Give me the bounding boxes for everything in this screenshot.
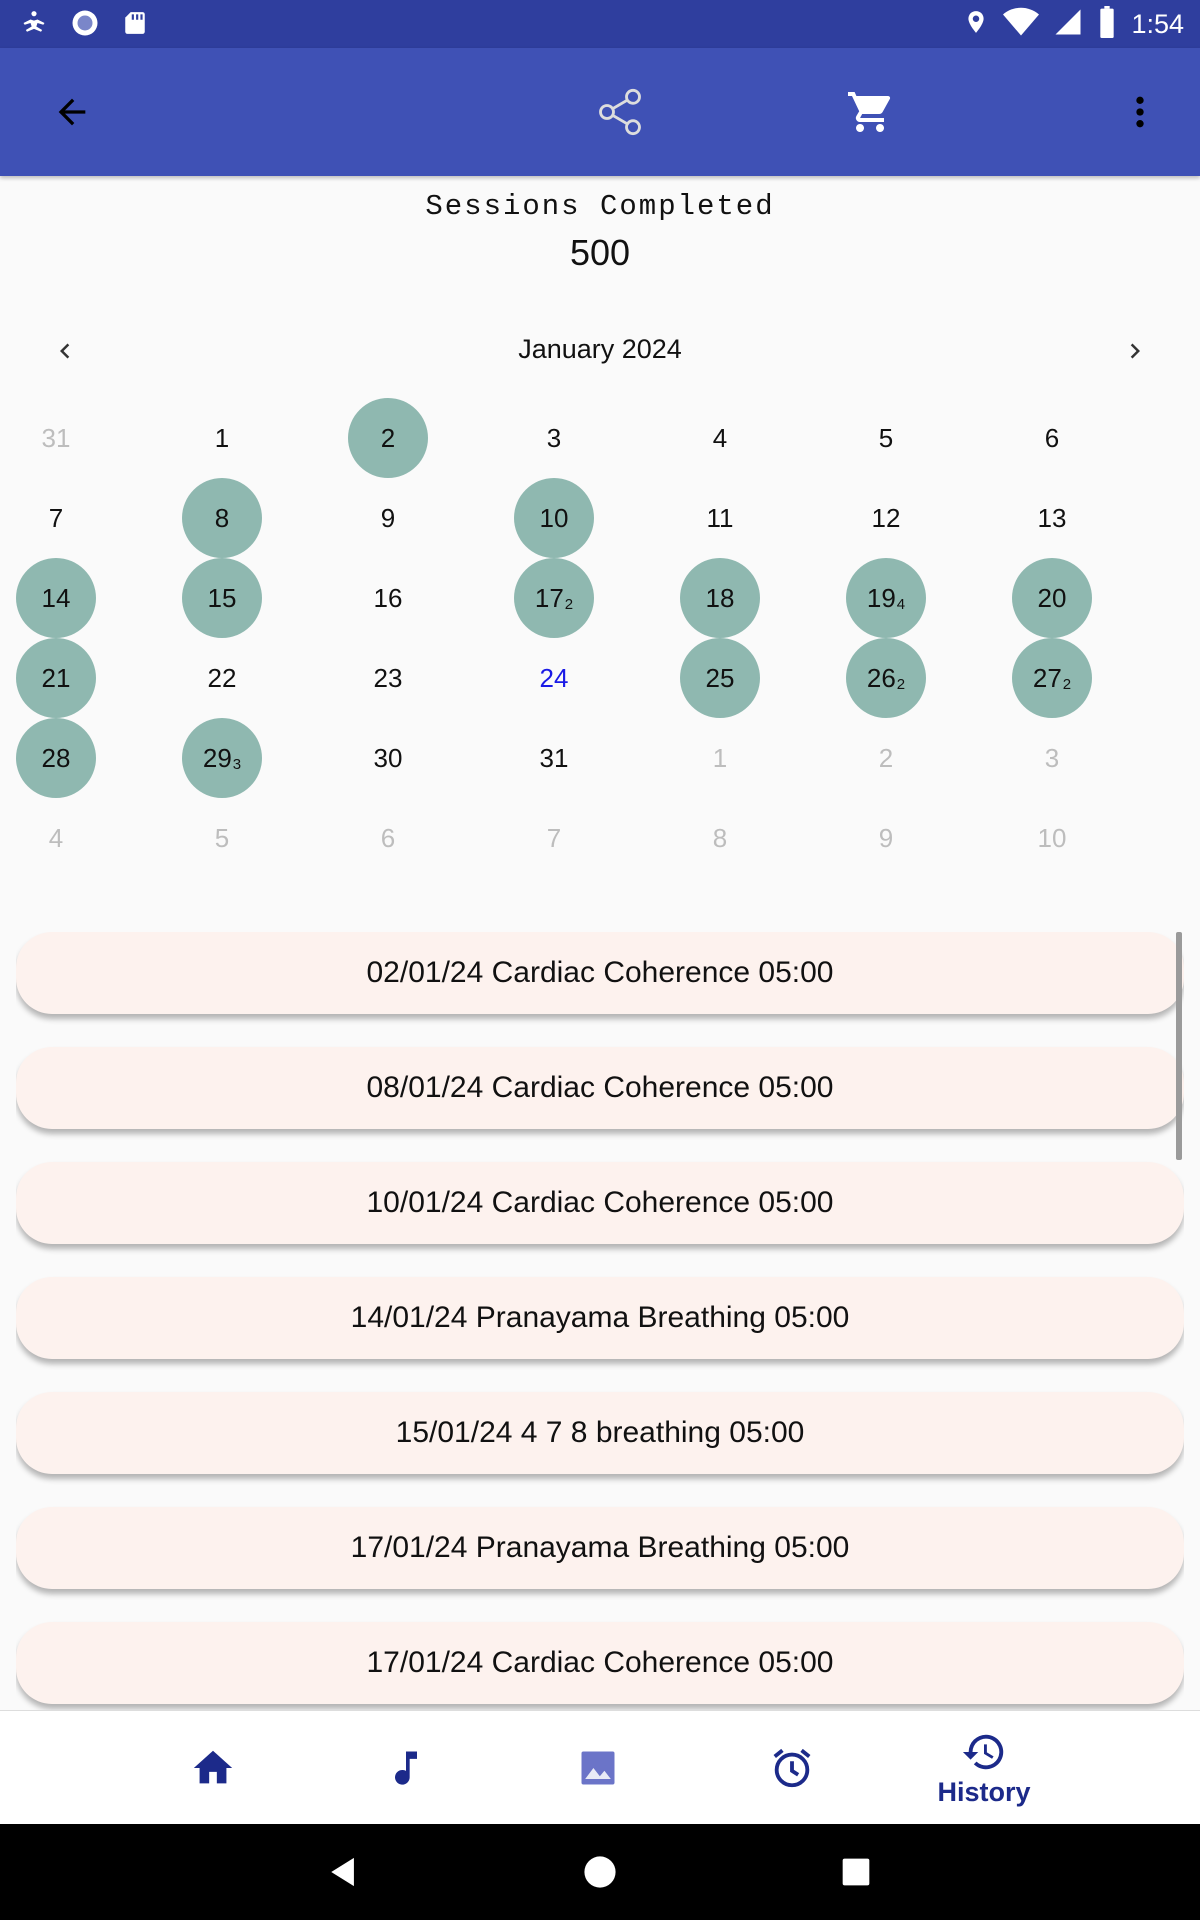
system-back-button[interactable] xyxy=(318,1846,370,1898)
day-number: 24 xyxy=(539,662,569,693)
calendar-day-session[interactable] xyxy=(846,558,926,638)
session-count-badge: 2 xyxy=(896,675,906,693)
day-number: 7 xyxy=(48,502,64,533)
sd-card-icon xyxy=(122,9,148,42)
bottom-navigation xyxy=(0,1710,1200,1825)
system-navigation-bar xyxy=(0,1824,1200,1920)
cart-icon xyxy=(846,88,894,136)
record-icon xyxy=(70,8,100,43)
session-list-item[interactable]: 15/01/24 4 7 8 breathing 05:00 xyxy=(16,1392,1184,1474)
calendar-day[interactable] xyxy=(846,718,926,798)
back-button[interactable] xyxy=(44,84,100,140)
calendar-day[interactable] xyxy=(348,718,428,798)
day-number: 7 xyxy=(546,822,562,853)
calendar-day[interactable] xyxy=(16,478,96,558)
calendar-day[interactable] xyxy=(680,478,760,558)
image-icon xyxy=(576,1746,620,1790)
meditation-icon xyxy=(20,9,48,42)
share-button[interactable] xyxy=(592,84,648,140)
calendar-day-session[interactable] xyxy=(182,478,262,558)
calendar-day[interactable] xyxy=(846,398,926,478)
music-note-icon xyxy=(384,1746,428,1790)
day-number: 1 xyxy=(712,742,728,773)
calendar-day[interactable] xyxy=(348,478,428,558)
day-number: 13 xyxy=(1037,502,1067,533)
day-number: 4 xyxy=(712,422,728,453)
day-number: 20 xyxy=(1037,582,1067,613)
calendar-day-session[interactable] xyxy=(16,638,96,718)
day-number: 11 xyxy=(706,502,734,533)
battery-icon xyxy=(1097,6,1117,43)
calendar-day[interactable] xyxy=(514,718,594,798)
share-icon xyxy=(594,86,646,138)
day-number: 29 xyxy=(202,742,232,773)
day-number: 30 xyxy=(373,742,403,773)
app-bar xyxy=(0,48,1200,176)
calendar-grid xyxy=(0,398,1200,878)
calendar-day[interactable] xyxy=(514,398,594,478)
day-number: 5 xyxy=(214,822,230,853)
calendar-day-session[interactable] xyxy=(514,478,594,558)
day-number: 2 xyxy=(380,422,396,453)
wifi-icon xyxy=(1003,7,1039,42)
recents-square-icon xyxy=(840,1856,872,1888)
nav-history-label: History xyxy=(937,1776,1031,1807)
calendar-day[interactable] xyxy=(16,398,96,478)
home-icon xyxy=(190,1745,236,1791)
day-number: 6 xyxy=(1044,422,1060,453)
session-list-item[interactable]: 17/01/24 Cardiac Coherence 05:00 xyxy=(16,1622,1184,1704)
location-icon xyxy=(963,7,989,42)
day-number: 25 xyxy=(705,662,735,693)
calendar-day-session[interactable] xyxy=(182,718,262,798)
session-list-item[interactable]: 17/01/24 Pranayama Breathing 05:00 xyxy=(16,1507,1184,1589)
day-number: 8 xyxy=(214,502,230,533)
day-number: 16 xyxy=(373,582,403,613)
day-number: 8 xyxy=(712,822,728,853)
session-list-item[interactable]: 02/01/24 Cardiac Coherence 05:00 xyxy=(16,932,1184,1014)
chevron-right-icon xyxy=(1120,336,1150,366)
calendar-day-session[interactable] xyxy=(348,398,428,478)
more-options-button[interactable] xyxy=(1112,84,1168,140)
back-triangle-icon xyxy=(327,1855,361,1889)
day-number: 21 xyxy=(41,662,71,693)
day-number: 31 xyxy=(41,422,71,453)
calendar-day[interactable] xyxy=(680,718,760,798)
day-number: 10 xyxy=(1037,822,1067,853)
nav-images[interactable] xyxy=(528,1711,668,1825)
calendar-month-label: January 2024 xyxy=(518,334,682,364)
calendar-day-session[interactable] xyxy=(1012,638,1092,718)
day-number: 9 xyxy=(878,822,894,853)
session-list[interactable] xyxy=(16,932,1184,1710)
session-count-badge: 2 xyxy=(564,595,574,613)
cart-button[interactable] xyxy=(842,84,898,140)
nav-music[interactable] xyxy=(336,1711,476,1825)
nav-history[interactable] xyxy=(914,1711,1054,1825)
calendar-day[interactable] xyxy=(846,798,926,878)
calendar-day[interactable] xyxy=(182,398,262,478)
calendar-day-session[interactable] xyxy=(680,558,760,638)
sessions-completed-count: 500 xyxy=(569,232,631,273)
calendar-day[interactable] xyxy=(1012,398,1092,478)
sessions-completed-label: Sessions Completed xyxy=(425,190,775,223)
day-number: 18 xyxy=(705,582,735,613)
nav-alarm[interactable] xyxy=(722,1711,862,1825)
day-number: 12 xyxy=(871,502,901,533)
calendar-day-session[interactable] xyxy=(514,558,594,638)
calendar-day-session[interactable] xyxy=(1012,558,1092,638)
day-number: 4 xyxy=(48,822,64,853)
day-number: 22 xyxy=(207,662,237,693)
day-number: 27 xyxy=(1032,662,1062,693)
system-home-button[interactable] xyxy=(574,1846,626,1898)
status-time: 1:54 xyxy=(1131,9,1184,39)
day-number: 14 xyxy=(41,582,71,613)
day-number: 15 xyxy=(207,582,237,613)
calendar-day[interactable] xyxy=(348,798,428,878)
more-vert-icon xyxy=(1120,92,1160,132)
calendar-day-session[interactable] xyxy=(846,638,926,718)
session-count-badge: 3 xyxy=(232,755,242,773)
calendar-day[interactable] xyxy=(348,638,428,718)
calendar-day[interactable] xyxy=(1012,478,1092,558)
history-icon xyxy=(961,1729,1007,1775)
calendar-day[interactable] xyxy=(846,478,926,558)
calendar-day[interactable] xyxy=(680,398,760,478)
calendar-day[interactable] xyxy=(182,798,262,878)
session-list-item[interactable]: 08/01/24 Cardiac Coherence 05:00 xyxy=(16,1047,1184,1129)
back-arrow-icon xyxy=(52,92,92,132)
calendar-day[interactable] xyxy=(1012,798,1092,878)
home-circle-icon xyxy=(583,1855,617,1889)
day-number: 28 xyxy=(41,742,71,773)
calendar-day-session[interactable] xyxy=(16,718,96,798)
day-number: 9 xyxy=(380,502,396,533)
day-number: 19 xyxy=(866,582,896,613)
signal-icon xyxy=(1053,7,1083,42)
alarm-icon xyxy=(769,1745,815,1791)
calendar-header xyxy=(0,326,1200,376)
day-number: 3 xyxy=(1044,742,1060,773)
calendar-day[interactable] xyxy=(680,798,760,878)
calendar-day-session[interactable] xyxy=(680,638,760,718)
day-number: 1 xyxy=(214,422,230,453)
calendar-day-session[interactable] xyxy=(182,558,262,638)
calendar-day-today[interactable] xyxy=(514,638,594,718)
calendar-day[interactable] xyxy=(182,638,262,718)
day-number: 17 xyxy=(534,582,564,613)
next-month-button[interactable] xyxy=(1110,326,1160,376)
calendar-day-session[interactable] xyxy=(16,558,96,638)
session-count-badge: 2 xyxy=(1062,675,1072,693)
calendar-day[interactable] xyxy=(514,798,594,878)
day-number: 26 xyxy=(866,662,896,693)
session-count-badge: 4 xyxy=(896,595,906,613)
day-number: 23 xyxy=(373,662,403,693)
session-list-item[interactable]: 14/01/24 Pranayama Breathing 05:00 xyxy=(16,1277,1184,1359)
day-number: 3 xyxy=(546,422,562,453)
calendar-day[interactable] xyxy=(348,558,428,638)
day-number: 2 xyxy=(878,742,894,773)
calendar-day[interactable] xyxy=(16,798,96,878)
system-recents-button[interactable] xyxy=(830,1846,882,1898)
calendar-day[interactable] xyxy=(1012,718,1092,798)
day-number: 31 xyxy=(539,742,569,773)
day-number: 5 xyxy=(878,422,894,453)
day-number: 6 xyxy=(380,822,396,853)
nav-home[interactable] xyxy=(143,1711,283,1825)
day-number: 10 xyxy=(539,502,569,533)
status-bar xyxy=(0,0,1200,48)
scrollbar[interactable] xyxy=(1176,932,1182,1160)
session-list-item[interactable]: 10/01/24 Cardiac Coherence 05:00 xyxy=(16,1162,1184,1244)
